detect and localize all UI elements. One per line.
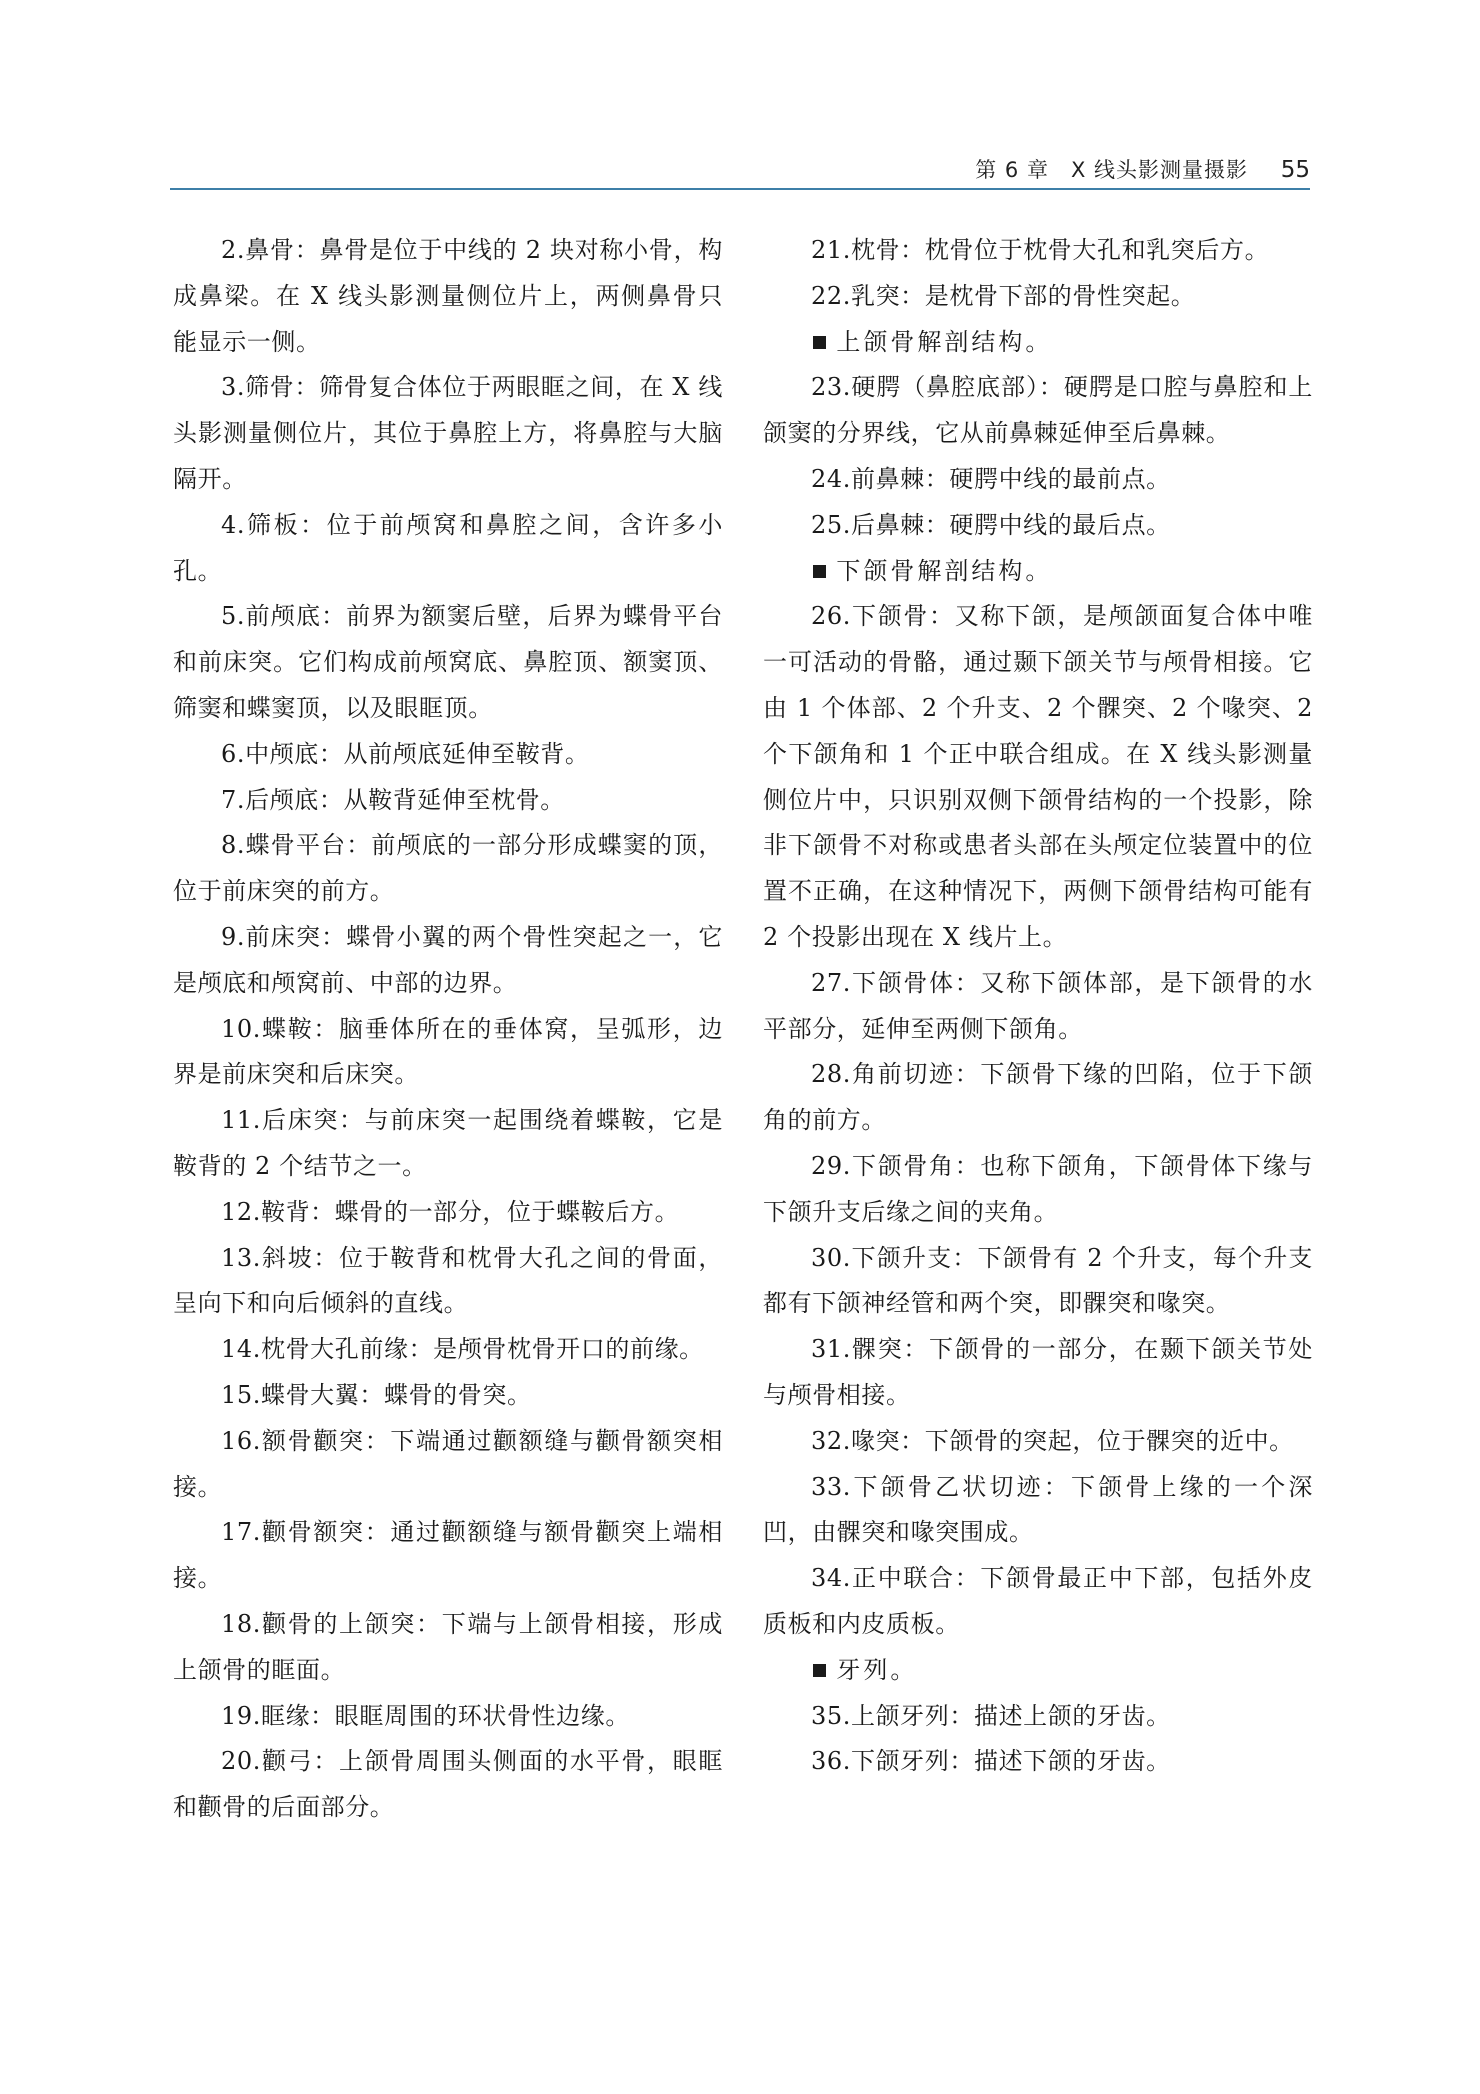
entry-paragraph: 19.眶缘：眼眶周围的环状骨性边缘。 xyxy=(221,1701,630,1730)
entry-paragraph: 25.后鼻棘：硬腭中线的最后点。 xyxy=(811,510,1171,539)
left-column xyxy=(173,228,723,1831)
entry-paragraph: 6.中颅底：从前颅底延伸至鞍背。 xyxy=(221,739,590,768)
entry-paragraph: 15.蝶骨大翼：蝶骨的骨突。 xyxy=(221,1380,532,1409)
entry-paragraph: 29.下颌骨角：也称下颌角，下颌骨体下缘与下颌升支后缘之间的夹角。 xyxy=(763,1151,1313,1226)
entry-paragraph: 4.筛板：位于前颅窝和鼻腔之间，含许多小孔。 xyxy=(173,510,723,585)
entry-paragraph: 36.下颌牙列：描述下颌的牙齿。 xyxy=(811,1747,1171,1776)
entry-paragraph: 34.正中联合：下颌骨最正中下部，包括外皮质板和内皮质板。 xyxy=(763,1564,1313,1638)
section-heading-text: 上颌骨解剖结构。 xyxy=(836,327,1053,356)
entry-paragraph: 23.硬腭（鼻腔底部）：硬腭是口腔与鼻腔和上颌窦的分界线，它从前鼻棘延伸至后鼻棘。 xyxy=(763,373,1313,448)
entry-paragraph: 8.蝶骨平台：前颅底的一部分形成蝶窦的顶，位于前床突的前方。 xyxy=(173,831,723,906)
running-header xyxy=(170,150,1310,190)
square-bullet-icon xyxy=(813,565,826,578)
entry-paragraph: 32.喙突：下颌骨的突起，位于髁突的近中。 xyxy=(811,1426,1294,1455)
entry-paragraph: 20.颧弓：上颌骨周围头侧面的水平骨，眼眶和颧骨的后面部分。 xyxy=(173,1747,723,1822)
entry-paragraph: 31.髁突：下颌骨的一部分，在颞下颌关节处与颅骨相接。 xyxy=(763,1335,1313,1409)
entry-paragraph: 24.前鼻棘：硬腭中线的最前点。 xyxy=(811,464,1171,493)
entry-paragraph: 30.下颌升支：下颌骨有 2 个升支，每个升支都有下颌神经管和两个突，即髁突和喙突。 xyxy=(763,1243,1313,1318)
section-heading-text: 牙列。 xyxy=(836,1655,918,1684)
entry-paragraph: 12.鞍背：蝶骨的一部分，位于蝶鞍后方。 xyxy=(221,1197,680,1226)
entry-paragraph: 10.蝶鞍：脑垂体所在的垂体窝，呈弧形，边界是前床突和后床突。 xyxy=(173,1014,723,1089)
right-column xyxy=(763,228,1313,1785)
entry-paragraph: 11.后床突：与前床突一起围绕着蝶鞍，它是鞍背的 2 个结节之一。 xyxy=(173,1106,723,1180)
section-heading-mandible xyxy=(763,549,1313,595)
section-heading-dentition xyxy=(763,1648,1313,1694)
square-bullet-icon xyxy=(813,336,826,349)
page-number: 55 xyxy=(1280,157,1310,183)
entry-paragraph: 22.乳突：是枕骨下部的骨性突起。 xyxy=(811,281,1196,310)
entry-paragraph: 35.上颌牙列：描述上颌的牙齿。 xyxy=(811,1701,1171,1730)
entry-paragraph: 26.下颌骨：又称下颌，是颅颌面复合体中唯一可活动的骨骼，通过颞下颌关节与颅骨相接。它由 1 个体部、2 个升支、2 个髁突、2 个喙突、2 个下颌角和 1 个正中联合组成。在 X 线头影测量侧位片中，只识别双侧下颌骨结构的一个投影，除非下颌骨不对称或患者头部在头颅定位装置中的位置不正确，在这种情况下，两侧下颌骨结构可能有 2 个投影出现在 X 线片上。 xyxy=(763,602,1313,951)
section-heading-maxilla xyxy=(763,320,1313,366)
entry-paragraph: 3.筛骨：筛骨复合体位于两眼眶之间，在 X 线头影测量侧位片，其位于鼻腔上方，将鼻腔与大脑隔开。 xyxy=(173,373,723,493)
entry-paragraph: 9.前床突：蝶骨小翼的两个骨性突起之一，它是颅底和颅窝前、中部的边界。 xyxy=(173,922,723,997)
entry-paragraph: 14.枕骨大孔前缘：是颅骨枕骨开口的前缘。 xyxy=(221,1335,704,1364)
entry-paragraph: 16.额骨颧突：下端通过颧额缝与颧骨额突相接。 xyxy=(173,1426,723,1501)
entry-paragraph: 17.颧骨额突：通过颧额缝与额骨颧突上端相接。 xyxy=(173,1518,723,1593)
entry-paragraph: 18.颧骨的上颌突：下端与上颌骨相接，形成上颌骨的眶面。 xyxy=(173,1609,723,1684)
entry-paragraph: 7.后颅底：从鞍背延伸至枕骨。 xyxy=(221,785,565,814)
header-rule xyxy=(170,188,1310,190)
entry-paragraph: 21.枕骨：枕骨位于枕骨大孔和乳突后方。 xyxy=(811,236,1270,264)
entry-paragraph: 33.下颌骨乙状切迹：下颌骨上缘的一个深凹，由髁突和喙突围成。 xyxy=(763,1472,1313,1547)
section-heading-text: 下颌骨解剖结构。 xyxy=(836,556,1053,585)
entry-paragraph: 2.鼻骨：鼻骨是位于中线的 2 块对称小骨，构成鼻梁。在 X 线头影测量侧位片上，两侧鼻骨只能显示一侧。 xyxy=(173,236,723,356)
entry-paragraph: 27.下颌骨体：又称下颌体部，是下颌骨的水平部分，延伸至两侧下颌角。 xyxy=(763,968,1313,1043)
entry-paragraph: 28.角前切迹：下颌骨下缘的凹陷，位于下颌角的前方。 xyxy=(763,1060,1313,1135)
square-bullet-icon xyxy=(813,1664,826,1677)
entry-paragraph: 13.斜坡：位于鞍背和枕骨大孔之间的骨面，呈向下和向后倾斜的直线。 xyxy=(173,1243,723,1318)
chapter-title: 第 6 章 X 线头影测量摄影 xyxy=(975,158,1249,182)
entry-paragraph: 5.前颅底：前界为额窦后壁，后界为蝶骨平台和前床突。它们构成前颅窝底、鼻腔顶、额窦顶、筛窦和蝶窦顶，以及眼眶顶。 xyxy=(173,602,723,722)
